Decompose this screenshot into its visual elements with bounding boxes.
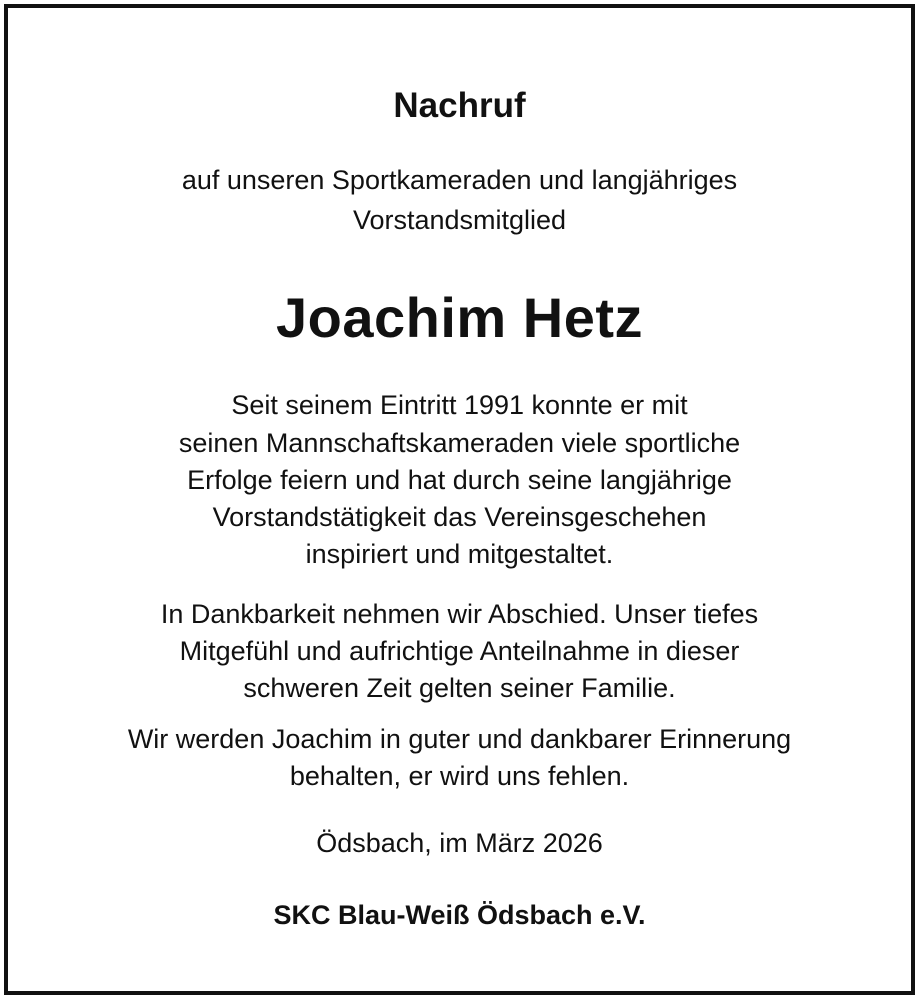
paragraph-2-line-1: In Dankbarkeit nehmen wir Abschied. Unser tiefes — [160, 599, 759, 629]
paragraph-3-line-1: Wir werden Joachim in guter und dankbarer Erinnerung — [127, 724, 792, 754]
notice-title: Nachruf — [393, 86, 526, 125]
club-signature: SKC Blau-Weiß Ödsbach e.V. — [273, 900, 646, 930]
obituary-notice — [4, 4, 915, 995]
paragraph-1-line-1: Seit seinem Eintritt 1991 konnte er mit — [231, 390, 688, 420]
paragraph-1-line-5: inspiriert und mitgestaltet. — [305, 539, 614, 569]
paragraph-2-line-2: Mitgefühl und aufrichtige Anteilnahme in dieser — [179, 636, 740, 666]
paragraph-1-line-4: Vorstandstätigkeit das Vereinsgeschehen — [212, 502, 707, 532]
intro-line-1: auf unseren Sportkameraden und langjähriges — [181, 165, 738, 195]
place-date: Ödsbach, im März 2026 — [316, 828, 603, 858]
deceased-name: Joachim Hetz — [276, 286, 643, 349]
intro-line-2: Vorstandsmitglied — [352, 205, 567, 235]
paragraph-2-line-3: schweren Zeit gelten seiner Familie. — [243, 673, 676, 703]
paragraph-1-line-3: Erfolge feiern und hat durch seine langjährige — [187, 465, 732, 495]
paragraph-3-line-2: behalten, er wird uns fehlen. — [289, 761, 630, 791]
paragraph-1-line-2: seinen Mannschaftskameraden viele sportliche — [178, 428, 741, 458]
